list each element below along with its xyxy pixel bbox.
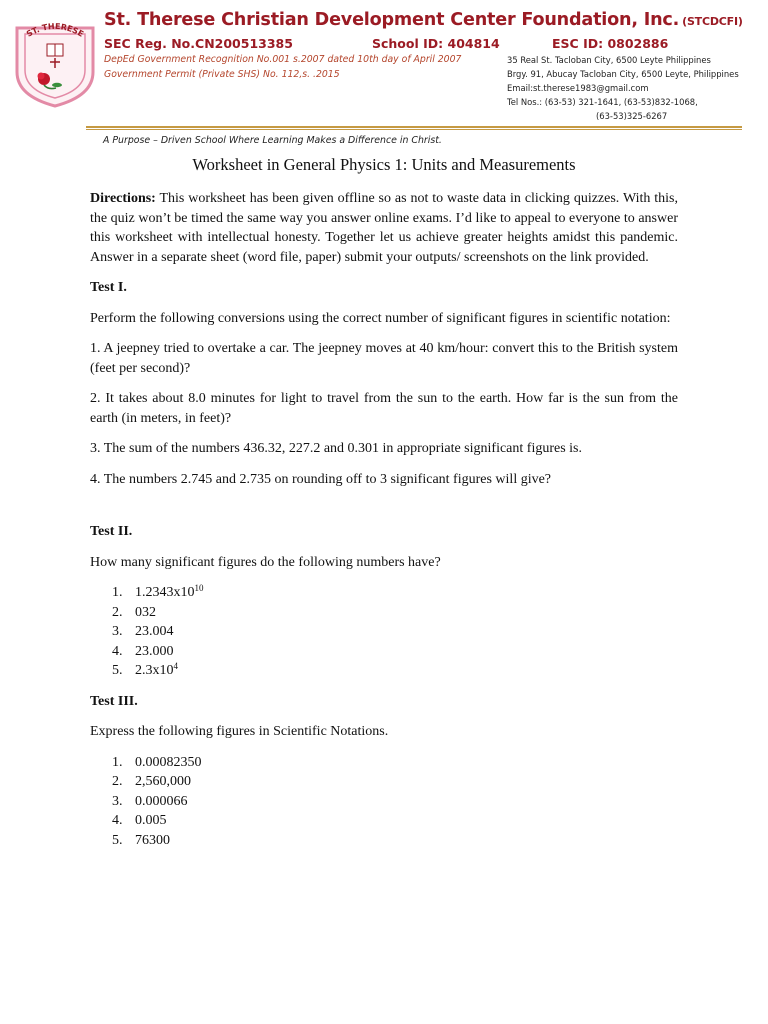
test-1-item: 2. It takes about 8.0 minutes for light to travel from the sun to the earth. How far is the sun from the earth (in meters, in feet)? [90,391,678,426]
item-number: 1. [112,754,123,770]
item-number: 2. [112,774,123,789]
item-value: 0.00082350 [135,754,202,770]
test-3-instruction: Express the following figures in Scientific Notations. [90,724,389,739]
school-logo [12,10,98,108]
org-name-text: St. Therese Christian Development Center Foundation, Inc. [104,10,680,30]
email-line: Email:st.therese1983@gmail.com [507,83,649,93]
list-item [90,583,678,603]
test-1-item: 3. The sum of the numbers 436.32, 227.2 and 0.301 in appropriate significant figures is. [90,441,582,456]
org-acronym: (STCDCFI) [682,15,743,28]
item-value: 2,560,000 [135,774,191,789]
item-base: 23.004 [135,624,174,639]
letterhead [0,0,768,150]
test-1-heading: Test I. [90,280,127,295]
sec-registration: SEC Reg. No.CN200513385 [104,36,293,51]
list-item [90,831,678,851]
list-item [90,792,678,812]
item-value [135,661,178,681]
test-3-list [90,753,678,851]
item-number: 4. [112,643,123,659]
test-3-heading: Test III. [90,693,138,709]
test-3-section [90,692,678,851]
directions-label: Directions: [90,191,156,206]
logo-text: ST. THERESE [24,21,86,39]
test-1-section [90,278,678,522]
header-divider-thin [86,129,742,130]
school-tagline: A Purpose – Driven School Where Learning Makes a Difference in Christ. [103,135,442,146]
worksheet-title: Worksheet in General Physics 1: Units and Measurements [192,155,576,174]
list-item [90,753,678,773]
test-2-section [90,522,678,681]
item-value: 76300 [135,832,170,848]
item-value [135,583,204,603]
test-1-item: 1. A jeepney tried to overtake a car. The jeepney moves at 40 km/hour: convert this to the British system (feet per second)? [90,341,678,376]
address-line-1: 35 Real St. Tacloban City, 6500 Leyte Philippines [507,55,711,65]
item-exponent: 4 [173,661,178,671]
school-id: School ID: 404814 [372,36,500,51]
header-divider [86,126,742,128]
item-base: 23.000 [135,643,174,659]
directions-text: This worksheet has been given offline so as not to waste data in clicking quizzes. With this, the quiz won’t be timed the same way you answer online exams. I’d like to appeal to everyone to answer this worksheet with intellectual honesty. Together let us achieve greater heights amidst this pandemic. Answer in a separate sheet (word file, paper) submit your outputs/ screenshots on the link provided. [90,191,678,265]
list-item [90,603,678,623]
item-value [135,603,156,623]
test-1-instruction: Perform the following conversions using the correct number of significant figures in scientific notation: [90,310,671,326]
item-number: 5. [112,832,123,848]
worksheet-body [90,154,678,861]
test-2-instruction: How many significant figures do the following numbers have? [90,554,441,570]
government-permit: Government Permit (Private SHS) No. 112,s. .2015 [104,69,340,80]
list-item [90,772,678,792]
item-number: 3. [112,793,123,809]
item-number: 3. [112,624,123,639]
list-item [90,642,678,662]
list-item [90,811,678,831]
item-base: 1.2343x10 [135,585,195,600]
item-base: 032 [135,604,156,620]
telephone-line-2: (63-53)325-6267 [596,111,668,121]
item-value: 0.000066 [135,793,188,809]
item-value: 0.005 [135,813,167,828]
item-number: 1. [112,585,123,600]
address-line-2: Brgy. 91, Abucay Tacloban City, 6500 Leyte, Philippines [507,69,739,79]
deped-recognition: DepEd Government Recognition No.001 s.2007 dated 10th day of April 2007 [104,54,462,65]
list-item [90,622,678,642]
test-2-heading: Test II. [90,524,133,539]
item-value [135,642,174,662]
telephone-line-1: Tel Nos.: (63-53) 321-1641, (63-53)832-1068, [507,97,698,107]
item-number: 2. [112,604,123,620]
item-number: 4. [112,813,123,828]
item-base: 2.3x10 [135,663,174,678]
test-1-item: 4. The numbers 2.745 and 2.735 on rounding off to 3 significant figures will give? [90,471,552,487]
list-item [90,661,678,681]
section-spacer [90,500,678,522]
esc-id: ESC ID: 0802886 [552,36,669,51]
item-value [135,622,174,642]
item-exponent: 10 [194,583,204,593]
organization-name [104,10,743,30]
directions-paragraph [90,189,678,267]
item-number: 5. [112,663,123,678]
test-2-list [90,583,678,681]
